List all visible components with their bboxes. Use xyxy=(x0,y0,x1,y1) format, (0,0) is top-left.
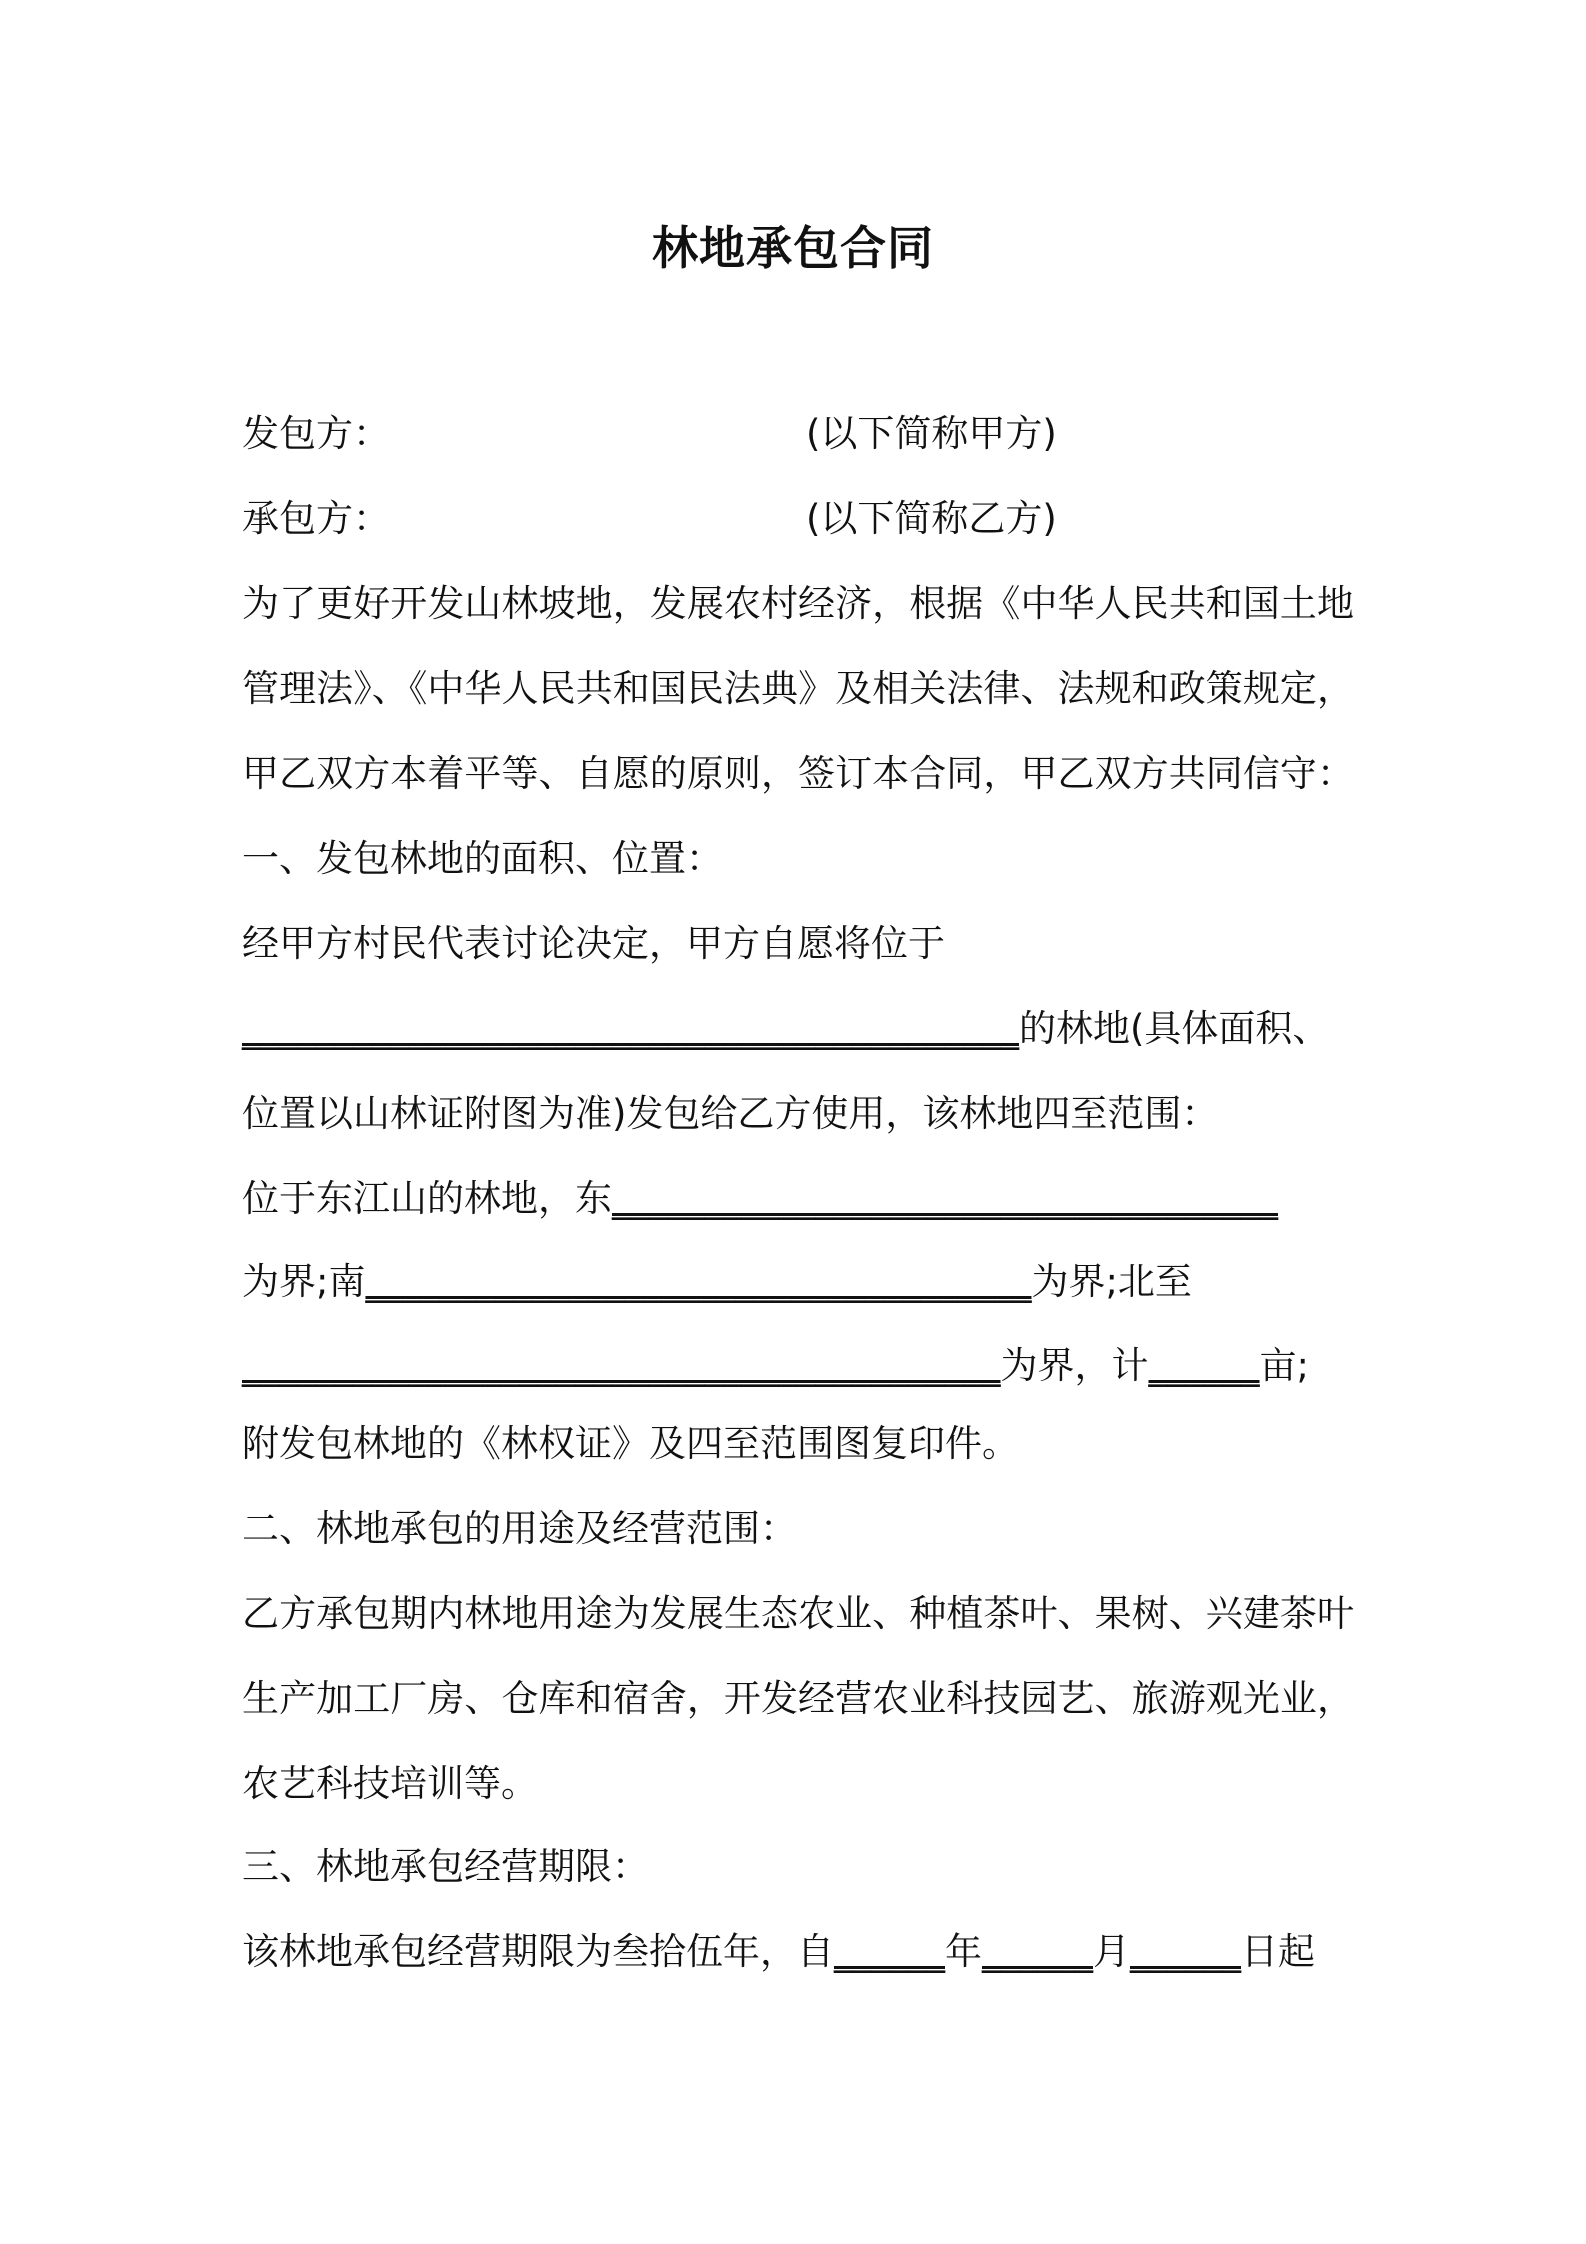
section-1-line-7: 附发包林地的《林权证》及四至范围图复印件。 xyxy=(242,1422,1019,1465)
east-boundary-blank[interactable]: ____________________________________ xyxy=(612,1177,1278,1220)
section-2-line-1: 乙方承包期内林地用途为发展生态农业、种植茶叶、果树、兴建茶叶 xyxy=(242,1592,1354,1635)
section-1-line-2-text: 的林地(具体面积、 xyxy=(1019,1007,1330,1050)
section-1-line-3: 位置以山林证附图为准)发包给乙方使用，该林地四至范围： xyxy=(242,1092,1219,1135)
preamble-line-1: 为了更好开发山林坡地，发展农村经济，根据《中华人民共和国土地 xyxy=(242,582,1354,625)
start-year-blank[interactable]: ______ xyxy=(834,1930,945,1973)
section-1-line-2 xyxy=(242,1005,1329,1053)
section-1-line-5-a: 为界;南 xyxy=(242,1260,366,1303)
section-3-heading: 三、林地承包经营期限： xyxy=(242,1845,649,1888)
section-2-line-3: 农艺科技培训等。 xyxy=(242,1762,538,1805)
section-1-line-4 xyxy=(242,1175,1278,1223)
year-label: 年 xyxy=(945,1930,982,1973)
location-blank[interactable]: __________________________________________ xyxy=(242,1007,1019,1050)
section-1-line-6-b: 亩; xyxy=(1259,1344,1309,1387)
section-1-heading: 一、发包林地的面积、位置： xyxy=(242,837,723,880)
day-label: 日起 xyxy=(1241,1930,1315,1973)
month-label: 月 xyxy=(1093,1930,1130,1973)
party-a-label: 发包方： xyxy=(242,412,390,455)
south-boundary-blank[interactable]: ____________________________________ xyxy=(365,1260,1032,1303)
section-3-text: 该林地承包经营期限为叁拾伍年，自 xyxy=(242,1930,834,1973)
area-mu-blank[interactable]: ______ xyxy=(1148,1344,1260,1387)
start-day-blank[interactable]: ______ xyxy=(1130,1930,1241,1973)
north-boundary-blank[interactable]: _________________________________________ xyxy=(242,1344,1001,1387)
start-month-blank[interactable]: ______ xyxy=(982,1930,1093,1973)
party-b-note: (以下简称乙方) xyxy=(806,497,1057,540)
section-1-line-4-text: 位于东江山的林地，东 xyxy=(242,1177,612,1220)
preamble-line-3: 甲乙双方本着平等、自愿的原则，签订本合同，甲乙双方共同信守： xyxy=(242,752,1354,795)
section-2-line-2: 生产加工厂房、仓库和宿舍，开发经营农业科技园艺、旅游观光业， xyxy=(242,1677,1354,1720)
section-1-line-5 xyxy=(242,1258,1192,1306)
section-2-heading: 二、林地承包的用途及经营范围： xyxy=(242,1507,797,1550)
party-b-label: 承包方： xyxy=(242,497,390,540)
section-1-line-1: 经甲方村民代表讨论决定，甲方自愿将位于 xyxy=(242,922,945,965)
document-title: 林地承包合同 xyxy=(652,221,934,275)
section-1-line-6-a: 为界，计 xyxy=(1000,1344,1149,1387)
section-1-line-5-b: 为界;北至 xyxy=(1031,1260,1192,1303)
preamble-line-2: 管理法》、《中华人民共和国民法典》及相关法律、法规和政策规定， xyxy=(242,667,1354,710)
party-a-note: (以下简称甲方) xyxy=(806,412,1057,455)
section-1-line-6 xyxy=(242,1342,1309,1390)
section-3-line-1 xyxy=(242,1928,1315,1976)
